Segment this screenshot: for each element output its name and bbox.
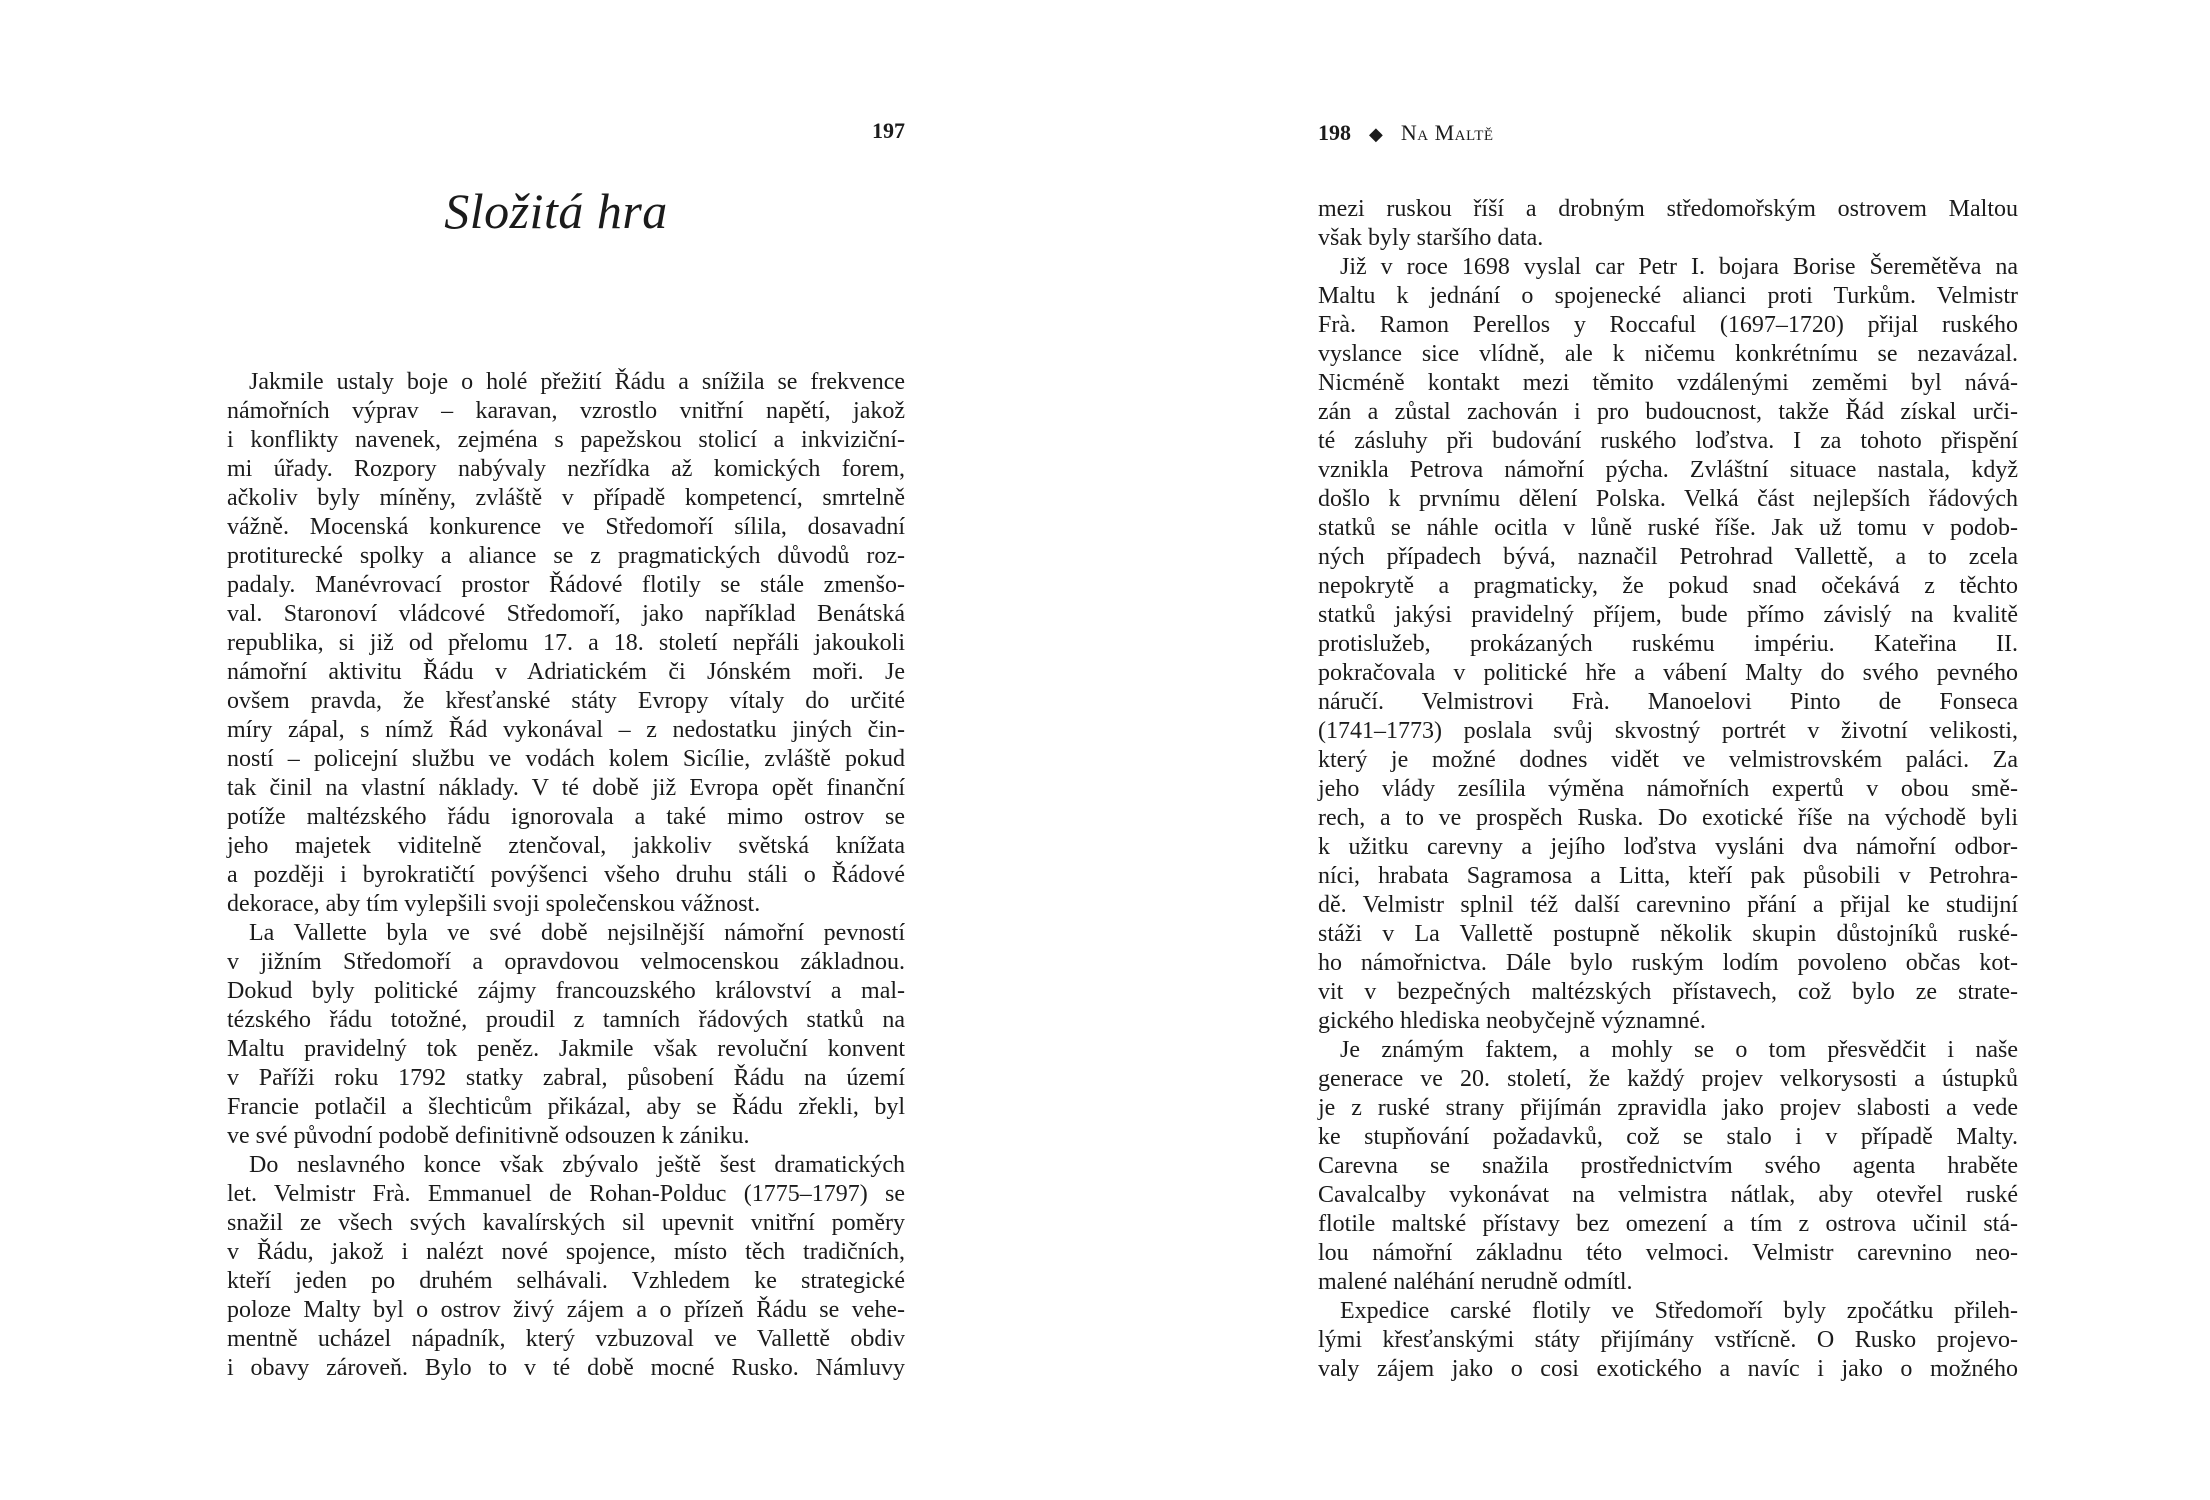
text-line: v jižním Středomoří a opravdovou velmocenskou základnou. [227, 949, 905, 975]
text-line: ke stupňování požadavků, což se stalo i v případě Malty. [1318, 1124, 2018, 1150]
text-line: statků se náhle ocitla v lůně ruské říše. Jak už tomu v podob- [1318, 515, 2018, 541]
text-line: ovšem pravda, že křesťanské státy Evropy vítaly do určité [227, 688, 905, 714]
text-line: valy zájem jako o cosi exotického a navíc i jako o možného [1318, 1356, 2018, 1382]
text-line: v Řádu, jakož i nalézt nové spojence, místo těch tradičních, [227, 1239, 905, 1265]
text-line: vážně. Mocenská konkurence ve Středomoří sílila, dosavadní [227, 514, 905, 540]
body-text [1318, 195, 2018, 1384]
text-line: Carevna se snažila prostřednictvím svého agenta hraběte [1318, 1153, 2018, 1179]
text-line: náručí. Velmistrovi Frà. Manoelovi Pinto de Fonseca [1318, 689, 2018, 715]
text-line: zán a zůstal zachován i pro budoucnost, takže Řád získal urči- [1318, 399, 2018, 425]
text-line: je z ruské strany přijímán zpravidla jako projev slabosti a vede [1318, 1095, 2018, 1121]
text-line: mentně ucházel nápadník, který vzbuzoval ve Vallettě obdiv [227, 1326, 905, 1352]
running-header [1318, 120, 1494, 146]
text-line: stáži v La Vallettě postupně několik skupin důstojníků ruské- [1318, 921, 2018, 947]
diamond-icon: ◆ [1369, 124, 1383, 144]
text-line: a později i byrokratičtí povýšenci všeho druhu stáli o Řádové [227, 862, 905, 888]
text-line: i konflikty navenek, zejména s papežskou stolicí a inkviziční- [227, 427, 905, 453]
text-line: lou námořní základnu této velmoci. Velmistr carevnino neo- [1318, 1240, 2018, 1266]
paragraph [1318, 1297, 2018, 1384]
text-line: došlo k prvnímu dělení Polska. Velká část nejlepších řádových [1318, 486, 2018, 512]
text-line: ve své původní podobě definitivně odsouzen k zániku. [227, 1123, 750, 1149]
text-line: Již v roce 1698 vyslal car Petr I. bojara Borise Šeremětěva na [1340, 254, 2018, 280]
text-line: snažil ze všech svých kavalírských sil upevnit vnitřní poměry [227, 1210, 905, 1236]
text-line: v Paříži roku 1792 statky zabral, působení Řádu na území [227, 1065, 905, 1091]
text-line: potíže maltézského řádu ignorovala a také mimo ostrov se [227, 804, 905, 830]
text-line: pokračovala v politické hře a vábení Malty do svého pevného [1318, 660, 2018, 686]
text-line: dekorace, aby tím vylepšili svoji společenskou vážnost. [227, 891, 761, 917]
text-line: Maltu k jednání o spojenecké alianci proti Turkům. Velmistr [1318, 283, 2018, 309]
text-line: mi úřady. Rozpory nabývaly nezřídka až komických forem, [227, 456, 905, 482]
text-line: k užitku carevny a jejího loďstva vysláni dva námořní odbor- [1318, 834, 2018, 860]
text-line: ností – policejní službu ve vodách kolem Sicílie, zvláště pokud [227, 746, 905, 772]
text-line: protiturecké spolky a aliance se z pragmatických důvodů roz- [227, 543, 905, 569]
text-line: vit v bezpečných maltézských přístavech, což bylo ze strate- [1318, 979, 2018, 1005]
text-line: námořních výprav – karavan, vzrostlo vnitřní napětí, jakož [227, 398, 905, 424]
text-line: ačkoliv byly míněny, zvláště v případě kompetencí, smrtelně [227, 485, 905, 511]
text-line: dě. Velmistr splnil též další carevnino přání a přijal ke studijní [1318, 892, 2018, 918]
text-line: níci, hrabata Sagramosa a Litta, kteří pak působili v Petrohra- [1318, 863, 2018, 889]
text-line: jeho majetek viditelně ztenčoval, jakkoliv světská knížata [227, 833, 905, 859]
text-line: ho námořnictva. Dále bylo ruským lodím povoleno občas kot- [1318, 950, 2018, 976]
text-line: malené naléhání nerudně odmítl. [1318, 1269, 1633, 1295]
text-line: Jakmile ustaly boje o holé přežití Řádu a snížila se frekvence [249, 369, 905, 395]
text-line: Cavalcalby vykonávat na velmistra nátlak, aby otevřel ruské [1318, 1182, 2018, 1208]
text-line: tézského řádu totožné, proudil z tamních řádových statků na [227, 1007, 905, 1033]
paragraph [227, 919, 905, 1151]
paragraph [227, 368, 905, 919]
text-line: rech, a to ve prospěch Ruska. Do exotické říše na východě byli [1318, 805, 2018, 831]
text-line: lými křesťanskými státy přijímány vstřícně. O Rusko projevo- [1318, 1327, 2018, 1353]
right-page [1105, 0, 2210, 1500]
text-line: kteří jeden po druhém selhávali. Vzhledem ke strategické [227, 1268, 905, 1294]
text-line: Do neslavného konce však zbývalo ještě šest dramatických [249, 1152, 905, 1178]
text-line: ných případech bývá, naznačil Petrohrad Vallettě, a to zcela [1318, 544, 2018, 570]
text-line: jeho vlády zesílila výměna námořních expertů v obou smě- [1318, 776, 2018, 802]
text-line: námořní aktivitu Řádu v Adriatickém či Jónském moři. Je [227, 659, 905, 685]
text-line: míry zápal, s nímž Řád vykonával – z nedostatku jiných čin- [227, 717, 905, 743]
text-line: flotile maltské přístavy bez omezení a tím z ostrova učinil stá- [1318, 1211, 2018, 1237]
text-line: Francie potlačil a šlechticům přikázal, aby se Řádu zřekli, byl [227, 1094, 905, 1120]
text-line: poloze Malty byl o ostrov živý zájem a o přízeň Řádu se vehe- [227, 1297, 905, 1323]
text-line: té zásluhy při budování ruského loďstva. I za tohoto přispění [1318, 428, 2018, 454]
paragraph [227, 1151, 905, 1383]
page-number: 198 [1318, 120, 1351, 145]
text-line: Frà. Ramon Perellos y Roccaful (1697–1720) přijal ruského [1318, 312, 2018, 338]
text-line: nepokrytě a pragmaticky, že pokud snad očekává z těchto [1318, 573, 2018, 599]
paragraph [1318, 195, 2018, 253]
text-line: vyslance sice vlídně, ale k ničemu konkrétnímu se nezavázal. [1318, 341, 2018, 367]
text-line: mezi ruskou říší a drobným středomořským ostrovem Maltou [1318, 196, 2018, 222]
text-line: (1741–1773) poslala svůj skvostný portrét v životní velikosti, [1318, 718, 2018, 744]
running-title: Na Maltě [1400, 120, 1494, 145]
text-line: val. Staronoví vládcové Středomoří, jako například Benátská [227, 601, 905, 627]
text-line: vznikla Petrova námořní pýcha. Zvláštní situace nastala, když [1318, 457, 2018, 483]
text-line: let. Velmistr Frà. Emmanuel de Rohan-Polduc (1775–1797) se [227, 1181, 905, 1207]
text-line: však byly staršího data. [1318, 225, 1544, 251]
text-line: který je možné dodnes vidět ve velmistrovském paláci. Za [1318, 747, 2018, 773]
text-line: tak činil na vlastní náklady. V té době již Evropa opět finanční [227, 775, 905, 801]
paragraph [1318, 1036, 2018, 1297]
text-line: Maltu pravidelný tok peněz. Jakmile však revoluční konvent [227, 1036, 905, 1062]
text-line: gického hlediska neobyčejně významné. [1318, 1008, 1706, 1034]
page-number: 197 [872, 118, 905, 143]
text-line: protislužeb, prokázaných ruskému impériu. Kateřina II. [1318, 631, 2018, 657]
body-text [227, 368, 905, 1383]
paragraph [1318, 253, 2018, 1036]
text-line: Expedice carské flotily ve Středomoří byly zpočátku přileh- [1340, 1298, 2018, 1324]
chapter-title: Složitá hra [444, 183, 668, 239]
text-line: statků jakýsi pravidelný příjem, bude přímo závislý na kvalitě [1318, 602, 2018, 628]
text-line: Dokud byly politické zájmy francouzského království a mal- [227, 978, 905, 1004]
text-line: i obavy zároveň. Bylo to v té době mocné Rusko. Námluvy [227, 1355, 905, 1381]
text-line: Je známým faktem, a mohly se o tom přesvědčit i naše [1340, 1037, 2018, 1063]
text-line: padaly. Manévrovací prostor Řádové flotily se stále zmenšo- [227, 572, 905, 598]
text-line: Nicméně kontakt mezi těmito vzdálenými zeměmi byl nává- [1318, 370, 2018, 396]
text-line: generace ve 20. století, že každý projev velkorysosti a ústupků [1318, 1066, 2018, 1092]
text-line: republika, si již od přelomu 17. a 18. století nepřáli jakoukoli [227, 630, 905, 656]
text-line: La Vallette byla ve své době nejsilnější námořní pevností [249, 920, 905, 946]
